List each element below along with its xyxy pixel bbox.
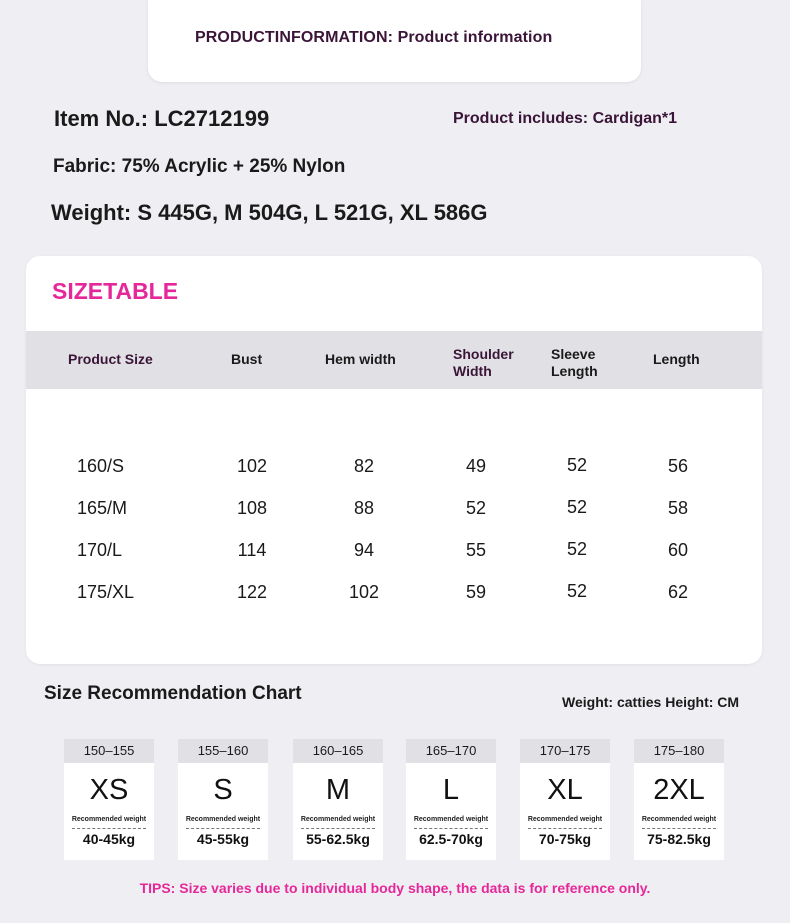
cell-size: 175/XL — [77, 582, 135, 602]
product-information-title: PRODUCTINFORMATION: Product information — [195, 29, 553, 46]
recommended-weight-label: Recommended weight — [641, 816, 717, 823]
dashed-divider — [414, 828, 488, 829]
size-card-l — [406, 739, 496, 860]
fabric-info: Fabric: 75% Acrylic + 25% Nylon — [53, 156, 346, 177]
cell-shoulder-width: 52 — [465, 498, 487, 518]
cell-length: 58 — [667, 498, 689, 518]
cell-hem-width: 88 — [353, 498, 375, 518]
cell-bust: 114 — [237, 540, 267, 560]
height-range: 175–180 — [634, 739, 724, 763]
size-label: XL — [547, 774, 583, 806]
weight-range: 62.5-70kg — [419, 831, 483, 847]
dashed-divider — [301, 828, 375, 829]
dashed-divider — [642, 828, 716, 829]
dashed-divider — [186, 828, 260, 829]
cell-shoulder-width: 59 — [465, 582, 487, 602]
recommendation-units: Weight: catties Height: CM — [562, 694, 740, 710]
size-label: L — [442, 774, 460, 806]
size-label: 2XL — [653, 774, 705, 806]
cell-shoulder-width: 55 — [465, 540, 487, 560]
weight-range: 70-75kg — [538, 831, 592, 847]
cell-size: 170/L — [77, 540, 123, 560]
size-table-title: SIZETABLE — [52, 278, 179, 304]
dashed-divider — [72, 828, 146, 829]
size-label: M — [325, 774, 351, 806]
cell-hem-width: 94 — [353, 540, 375, 560]
recommended-weight-label: Recommended weight — [300, 816, 376, 823]
cell-shoulder-width: 49 — [465, 456, 487, 476]
size-table-header — [26, 331, 762, 389]
weight-range: 75-82.5kg — [647, 831, 711, 847]
cell-length: 62 — [667, 582, 689, 602]
weight-range: 55-62.5kg — [306, 831, 370, 847]
header-product-size: Product Size — [68, 351, 153, 367]
product-information-card — [148, 0, 641, 82]
size-card-s — [178, 739, 268, 860]
size-card-2xl — [634, 739, 724, 860]
height-range: 170–175 — [520, 739, 610, 763]
header-hem-width: Hem width — [325, 351, 396, 367]
cell-sleeve-length: 52 — [566, 581, 588, 601]
recommended-weight-label: Recommended weight — [413, 816, 489, 823]
recommended-weight-label: Recommended weight — [71, 816, 147, 823]
item-number: Item No.: LC2712199 — [54, 106, 270, 131]
size-label: S — [213, 774, 233, 806]
height-range: 160–165 — [293, 739, 383, 763]
cell-hem-width: 82 — [353, 456, 375, 476]
weight-info: Weight: S 445G, M 504G, L 521G, XL 586G — [51, 200, 488, 225]
cell-bust: 102 — [236, 456, 268, 476]
cell-length: 60 — [667, 540, 689, 560]
size-card-m — [293, 739, 383, 860]
recommended-weight-label: Recommended weight — [527, 816, 603, 823]
cell-sleeve-length: 52 — [566, 539, 588, 559]
header-bust: Bust — [231, 351, 263, 367]
cell-length: 56 — [667, 456, 689, 476]
size-label: XS — [89, 774, 129, 806]
cell-hem-width: 102 — [348, 582, 380, 602]
cell-sleeve-length: 52 — [566, 497, 588, 517]
tips-note: TIPS: Size varies due to individual body shape, the data is for reference only. — [139, 880, 651, 896]
weight-range: 45-55kg — [196, 831, 250, 847]
height-range: 150–155 — [64, 739, 154, 763]
weight-range: 40-45kg — [82, 831, 136, 847]
dashed-divider — [528, 828, 602, 829]
height-range: 165–170 — [406, 739, 496, 763]
size-table-card — [26, 256, 762, 664]
header-sleeve-length: Sleeve Length — [551, 346, 598, 379]
size-card-xl — [520, 739, 610, 860]
height-range: 155–160 — [178, 739, 268, 763]
size-recommendation-title: Size Recommendation Chart — [44, 683, 302, 704]
cell-size: 160/S — [77, 456, 125, 476]
size-card-xs — [64, 739, 154, 860]
cell-sleeve-length: 52 — [566, 455, 588, 475]
header-shoulder-width: Shoulder Width — [453, 346, 514, 379]
recommended-weight-label: Recommended weight — [185, 816, 261, 823]
cell-bust: 108 — [236, 498, 268, 518]
product-includes: Product includes: Cardigan*1 — [453, 110, 678, 127]
cell-size: 165/M — [77, 498, 128, 518]
header-length: Length — [653, 351, 700, 367]
cell-bust: 122 — [236, 582, 268, 602]
